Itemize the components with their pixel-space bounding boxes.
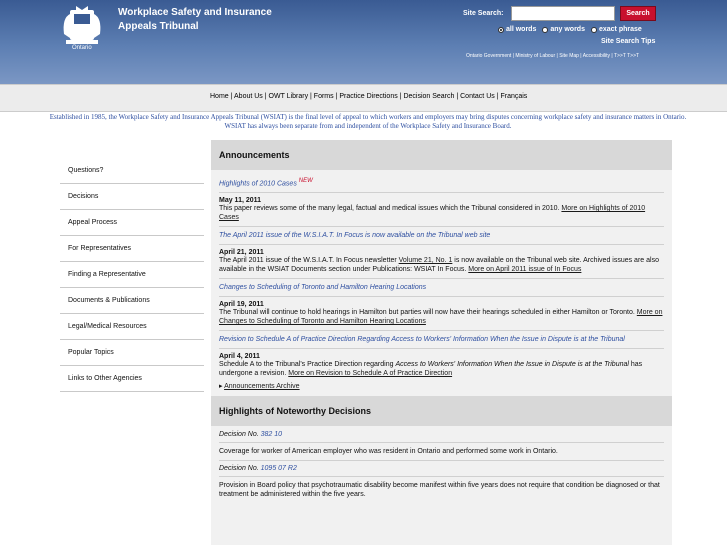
announcement-more-link[interactable]: More on Revision to Schedule A of Practice Direction bbox=[288, 370, 453, 378]
radio-unselected-icon[interactable] bbox=[542, 27, 548, 33]
arrow-right-icon: ▸ bbox=[219, 383, 223, 391]
nav-home[interactable]: Home bbox=[210, 93, 229, 100]
decision-summary: Coverage for worker of American employer who was resident in Ontario and performed some work in Ontario. bbox=[219, 448, 558, 456]
volume-link[interactable]: Volume 21, No. 1 bbox=[398, 257, 453, 265]
announcement-body bbox=[219, 256, 664, 274]
announcement-text: is now available on the Tribunal web site. Archived issues are also available in the WSIAT Documents section under Publications: WSIAT In Focus. bbox=[219, 257, 659, 274]
radio-unselected-icon[interactable] bbox=[591, 27, 597, 33]
search-button[interactable]: Search bbox=[620, 6, 656, 21]
decision-number-link[interactable]: 1095 07 R2 bbox=[260, 465, 297, 473]
announcement-more-link[interactable]: More on Changes to Scheduling of Toronto and Hamilton Hearing Locations bbox=[219, 309, 663, 326]
sidebar-item-decisions[interactable]: Decisions bbox=[60, 184, 204, 210]
announcement-headline[interactable]: The April 2011 issue of the W.S.I.A.T. In Focus is now available on the Tribunal web site bbox=[219, 232, 491, 240]
sidebar-item-questions[interactable]: Questions? bbox=[60, 158, 204, 184]
site-title-line-2[interactable]: Appeals Tribunal bbox=[118, 21, 199, 32]
radio-all-words[interactable] bbox=[498, 26, 536, 33]
announcement-date: April 4, 2011 bbox=[219, 353, 260, 361]
search-input[interactable] bbox=[511, 6, 615, 21]
decisions-heading: Highlights of Noteworthy Decisions bbox=[211, 396, 672, 426]
main-nav-items: Home | About Us | OWT Library | Forms | Practice Directions | Decision Search | Contact Us | Français bbox=[210, 93, 528, 100]
announcement-italic-text: Access to Workers' Information When the Issue in Dispute is at the Tribunal bbox=[395, 361, 629, 369]
intro-text: Established in 1985, the Workplace Safety and Insurance Appeals Tribunal (WSIAT) is the final level of appeal to which workers and employers may bring disputes concerning workplace safety and insurance matters in Ontario. WSIAT has always been separate from and independent of the Workplace Safety and Insurance Board. bbox=[49, 113, 687, 130]
announcement-text: This paper reviews some of the many legal, factual and medical issues which the Tribunal considered in 2010. bbox=[219, 205, 560, 213]
archive-link-text[interactable]: Announcements Archive bbox=[224, 383, 300, 391]
announcement-headline-text[interactable]: Highlights of 2010 Cases bbox=[219, 180, 297, 188]
logo-text: Ontario bbox=[72, 45, 92, 51]
nav-practice-directions[interactable]: Practice Directions bbox=[339, 93, 398, 100]
sidebar-item-documents-publications[interactable]: Documents & Publications bbox=[60, 288, 204, 314]
sidebar-item-legal-medical[interactable]: Legal/Medical Resources bbox=[60, 314, 204, 340]
decision-label-text: Decision No. bbox=[219, 465, 259, 473]
radio-any-label: any words bbox=[550, 26, 585, 33]
decision-label-text: Decision No. bbox=[219, 431, 259, 439]
announcement-date: May 11, 2011 bbox=[219, 197, 262, 205]
utility-links[interactable]: Ontario Government | Ministry of Labour | Site Map | Accessibility | T>>T T>>T bbox=[466, 53, 640, 59]
announcement-more-link[interactable]: More on April 2011 issue of In Focus bbox=[468, 266, 582, 274]
announcement-date: April 19, 2011 bbox=[219, 301, 264, 309]
main-content bbox=[211, 140, 672, 545]
radio-selected-icon[interactable] bbox=[498, 27, 504, 33]
decision-number-link[interactable]: 382 10 bbox=[260, 431, 283, 439]
announcement-headline[interactable] bbox=[219, 177, 664, 188]
decision-label bbox=[219, 431, 664, 438]
announcement-body bbox=[219, 204, 664, 222]
nav-forms[interactable]: Forms bbox=[313, 93, 334, 100]
radio-all-label: all words bbox=[506, 26, 537, 33]
site-header bbox=[0, 0, 727, 84]
announcement-text: Schedule A to the Tribunal's Practice Direction regarding bbox=[219, 361, 394, 369]
sidebar-item-popular-topics[interactable]: Popular Topics bbox=[60, 340, 204, 366]
search-label: Site Search: bbox=[463, 10, 504, 17]
announcement-text: The April 2011 issue of the W.S.I.A.T. In Focus newsletter bbox=[219, 257, 397, 265]
radio-exact-label: exact phrase bbox=[598, 26, 642, 33]
sidebar-item-finding-representative[interactable]: Finding a Representative bbox=[60, 262, 204, 288]
announcement-headline[interactable]: Revision to Schedule A of Practice Direction Regarding Access to Workers' Information When the Issue in Dispute is at the Tribunal bbox=[219, 336, 625, 344]
announcement-body bbox=[219, 308, 664, 326]
site-title[interactable] bbox=[118, 6, 272, 34]
site-title-line-1[interactable]: Workplace Safety and Insurance bbox=[118, 7, 272, 18]
main-nav bbox=[0, 84, 727, 112]
search-tips-link[interactable]: Site Search Tips bbox=[601, 38, 656, 45]
radio-any-words[interactable] bbox=[542, 26, 585, 33]
archive-link[interactable] bbox=[219, 382, 664, 390]
sidebar-item-links-other-agencies[interactable]: Links to Other Agencies bbox=[60, 366, 204, 392]
sidebar-item-appeal-process[interactable]: Appeal Process bbox=[60, 210, 204, 236]
nav-owt-library[interactable]: OWT Library bbox=[268, 93, 309, 100]
nav-contact-us[interactable]: Contact Us bbox=[460, 93, 495, 100]
announcement-text: has undergone a revision. bbox=[219, 361, 643, 378]
radio-exact-phrase[interactable] bbox=[591, 26, 642, 33]
announcement-more-link[interactable]: More on Highlights of 2010 Cases bbox=[219, 205, 646, 222]
announcement-headline[interactable]: Changes to Scheduling of Toronto and Hamilton Hearing Locations bbox=[219, 284, 427, 292]
announcements-heading: Announcements bbox=[211, 140, 672, 170]
decision-summary: Provision in Board policy that psychotraumatic disability become manifest within five years does not require that condition be diagnosed or that treatment be administered within the five years. bbox=[219, 482, 660, 499]
announcement-text: The Tribunal will continue to hold hearings in Hamilton but parties will now have their hearings scheduled in either Hamilton or Toronto. bbox=[219, 309, 635, 317]
announcement-date: April 21, 2011 bbox=[219, 249, 264, 257]
nav-about-us[interactable]: About Us bbox=[234, 93, 263, 100]
nav-decision-search[interactable]: Decision Search bbox=[403, 93, 455, 100]
sidebar bbox=[60, 158, 204, 392]
search-mode-group bbox=[498, 26, 642, 33]
sidebar-item-for-representatives[interactable]: For Representatives bbox=[60, 236, 204, 262]
decision-label bbox=[219, 465, 664, 472]
new-badge: NEW bbox=[298, 178, 313, 184]
nav-francais[interactable]: Français bbox=[500, 93, 528, 100]
announcement-body bbox=[219, 360, 664, 378]
